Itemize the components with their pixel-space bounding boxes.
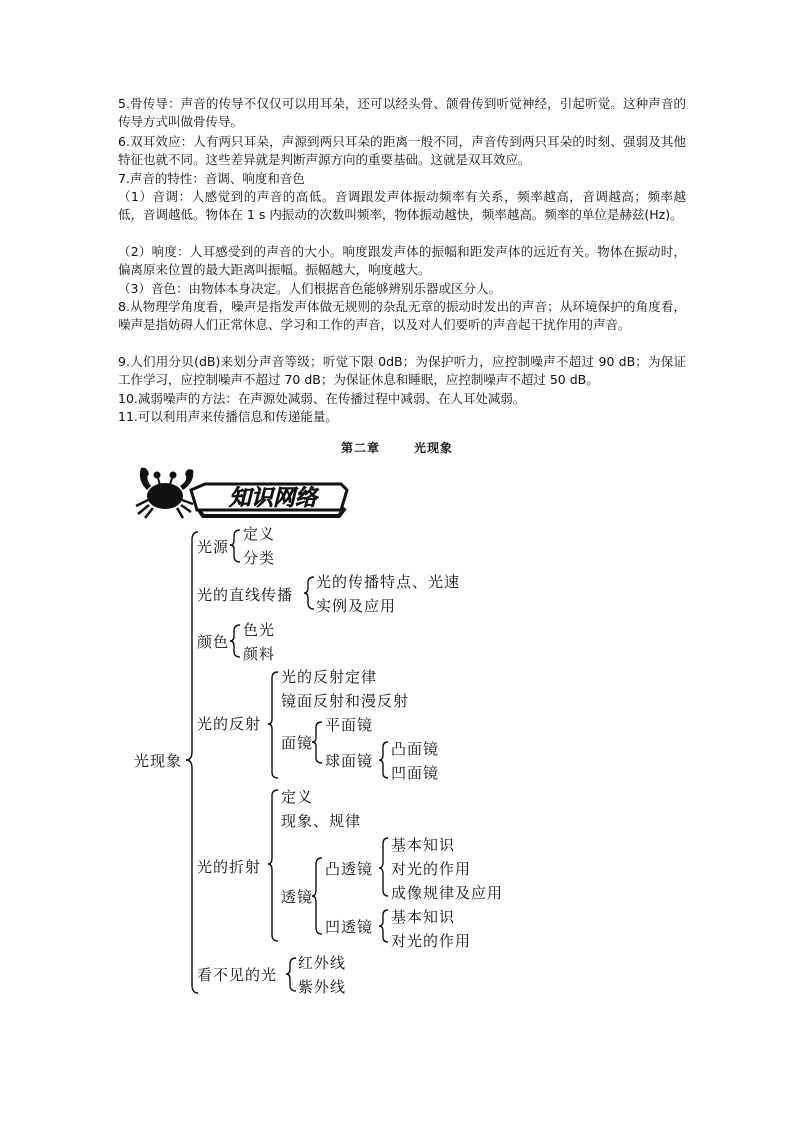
- refraction-phenomena: 现象、规律: [281, 812, 362, 830]
- color-item-light: 色光: [243, 621, 276, 639]
- node-refraction: 光的折射: [197, 858, 262, 876]
- refraction-lens: 透镜: [281, 888, 314, 906]
- reflection-mirror: 面镜: [281, 734, 314, 752]
- color-item-pigment: 颜料: [243, 645, 276, 663]
- refraction-definition: 定义: [281, 788, 314, 806]
- paragraph-6: 6.双耳效应：人有两只耳朵，声源到两只耳朵的距离一般不同，声音传到两只耳朵的时刻、强弱及其他特征也就不同。这些差异就是判断声源方向的重要基础。这就是双耳效应。: [118, 134, 686, 168]
- paragraph-11: 11.可以利用声来传播信息和传递能量。: [118, 409, 338, 424]
- node-straight-propagation: 光的直线传播: [197, 586, 294, 604]
- paragraph-7-3: （3）音色：由物体本身决定。人们根据音色能够辨别乐器或区分人。: [118, 281, 501, 296]
- paragraph-7-1: （1）音调：人感觉到的声音的高低。音调跟发声体振动频率有关系，频率越高，音调越高；频率越低，音调越低。物体在 1 s 内振动的次数叫频率，物体振动越快，频率越高。频率的单位是赫兹(Hz)。: [118, 189, 686, 223]
- chapter-title: 光现象: [414, 441, 454, 455]
- source-item-classification: 分类: [243, 549, 276, 567]
- mirror-concave: 凹面镜: [391, 764, 440, 782]
- convex-item-imaging: 成像规律及应用: [391, 884, 504, 902]
- invisible-item-infrared: 红外线: [298, 954, 347, 972]
- node-reflection: 光的反射: [197, 715, 262, 733]
- node-invisible-light: 看不见的光: [197, 966, 278, 984]
- straight-item-examples: 实例及应用: [316, 597, 397, 615]
- paragraph-9: 9.人们用分贝(dB)来划分声音等级；听觉下限 0dB；为保护听力，应控制噪声不超过 90 dB；为保证工作学习，应控制噪声不超过 70 dB；为保证休息和睡眠，应控制噪声不超过 50 dB。: [118, 354, 686, 388]
- convex-item-basics: 基本知识: [391, 836, 456, 854]
- paragraph-5: 5.骨传导：声音的传导不仅仅可以用耳朵，还可以经头骨、颌骨传到听觉神经，引起听觉。这种声音的传导方式叫做骨传导。: [118, 96, 686, 130]
- mirror-plane: 平面镜: [325, 716, 374, 734]
- paragraph-7-2: （2）响度：人耳感受到的声音的大小。响度跟发声体的振幅和距发声体的远近有关。物体在振动时，偏离原来位置的最大距离叫振幅。振幅越大，响度越大。: [118, 244, 686, 278]
- paragraph-10: 10.减弱噪声的方法：在声源处减弱、在传播过程中减弱、在人耳处减弱。: [118, 391, 526, 406]
- reflection-types: 镜面反射和漫反射: [281, 692, 410, 710]
- straight-item-features: 光的传播特点、光速: [316, 573, 461, 591]
- convex-item-effect: 对光的作用: [391, 860, 472, 878]
- node-color: 颜色: [197, 633, 230, 651]
- tree-root: 光现象: [134, 752, 183, 770]
- banner-title: 知识网络: [228, 486, 318, 511]
- node-source: 光源: [197, 538, 230, 556]
- mirror-spherical: 球面镜: [325, 752, 374, 770]
- lens-convex: 凸透镜: [325, 860, 374, 878]
- paragraph-8: 8.从物理学角度看，噪声是指发声体做无规则的杂乱无章的振动时发出的声音；从环境保护的角度看，噪声是指妨碍人们正常休息、学习和工作的声音，以及对人们要听的声音起干扰作用的声音。: [118, 299, 686, 333]
- source-item-definition: 定义: [243, 525, 276, 543]
- invisible-item-ultraviolet: 紫外线: [298, 978, 347, 996]
- concave-item-effect: 对光的作用: [391, 932, 472, 950]
- concave-item-basics: 基本知识: [391, 908, 456, 926]
- lens-concave: 凹透镜: [325, 918, 374, 936]
- mirror-convex: 凸面镜: [391, 740, 440, 758]
- paragraph-7: 7.声音的特性：音调、响度和音色: [118, 171, 305, 186]
- chapter-number: 第二章: [340, 441, 380, 455]
- reflection-law: 光的反射定律: [281, 668, 378, 686]
